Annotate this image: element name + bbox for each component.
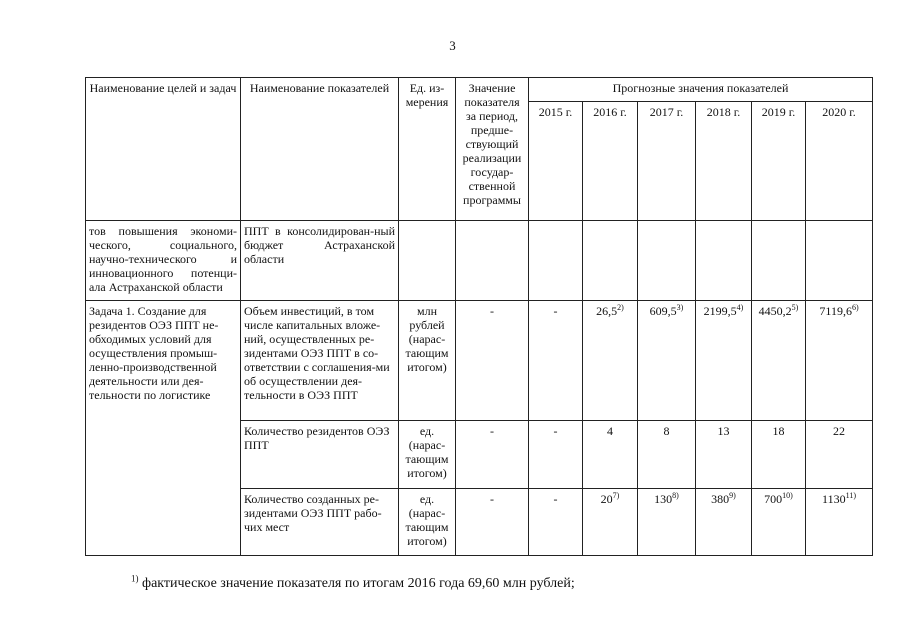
cell-2020: 22 [806,421,873,488]
page-number: 3 [449,38,456,53]
cell-2018: 13 [696,421,752,488]
header-goals: Наименование целей и задач [86,78,241,221]
header-indicators: Наименование показателей [241,78,399,221]
unit-cell: ед. (нарас-тающим итогом) [399,488,456,555]
cell-2018: 380$^{9)}$ [696,488,752,555]
unit-cell: млн рублей (нарас-тающим итогом) [399,301,456,421]
cell-2016: 4 [583,421,638,488]
table-row [86,220,873,301]
indicator-cell: Количество созданных ре-зидентами ОЭЗ ППТ рабо-чих мест [241,488,399,555]
cell-2016: 26,5$^{2)}$ [583,301,638,421]
header-year-2016: 2016 г. [583,102,638,220]
header-year-2019: 2019 г. [752,102,806,220]
footnote [131,573,575,592]
cell-2018: 2199,5$^{4)}$ [696,301,752,421]
task-goal-cell: Задача 1. Создание для резидентов ОЭЗ ППТ не-обходимых условий для осуществления промыш-ленно-производственной деятельности или дея-тельности по логистике [86,301,241,556]
value-cell: - [456,301,529,421]
cell-2019: 700$^{10)}$ [752,488,806,555]
value-cell: - [456,488,529,555]
value-cell: - [456,421,529,488]
header-forecast: Прогнозные значения показателей [529,78,873,102]
unit-cell: ед. (нарас-тающим итогом) [399,421,456,488]
indicator-cell: ППТ в консолидирован-ный бюджет Астраханской области [241,220,399,301]
cell-2019: 18 [752,421,806,488]
cell-2019: 4450,2$^{5)}$ [752,301,806,421]
cell-2017: 609,5$^{3)}$ [638,301,696,421]
header-year-2020: 2020 г. [806,102,873,220]
indicator-cell: Объем инвестиций, в том числе капитальных вложе-ний, осуществленных ре-зидентами ОЭЗ ППТ в со-ответствии с соглашения-ми об осуществлении дея-тельности в ОЭЗ ППТ [241,301,399,421]
cell-2017: 130$^{8)}$ [638,488,696,555]
header-year-2017: 2017 г. [638,102,696,220]
cell-2015: - [529,421,583,488]
indicator-cell: Количество резидентов ОЭЗ ППТ [241,421,399,488]
table-row [86,301,873,421]
header-year-2018: 2018 г. [696,102,752,220]
footnote-text: фактическое значение показателя по итогам 2016 года 69,60 млн рублей; [138,576,575,591]
header-value: Значение показателя за период, предше-ствующий реализации государ-ственной программы [456,78,529,221]
cell-2016: 20$^{7)}$ [583,488,638,555]
header-year-2015: 2015 г. [529,102,583,220]
cell-2017: 8 [638,421,696,488]
indicators-table [85,77,873,556]
cell-2020: 1130$^{11)}$ [806,488,873,555]
header-unit: Ед. из-мерения [399,78,456,221]
goal-cell: тов повышения экономи-ческого, социального, научно-технического и инновационного потенци-ала Астраханской области [86,220,241,301]
cell-2015: - [529,301,583,421]
cell-2020: 7119,6$^{6)}$ [806,301,873,421]
footnote-marker: 1) [131,573,139,584]
cell-2015: - [529,488,583,555]
